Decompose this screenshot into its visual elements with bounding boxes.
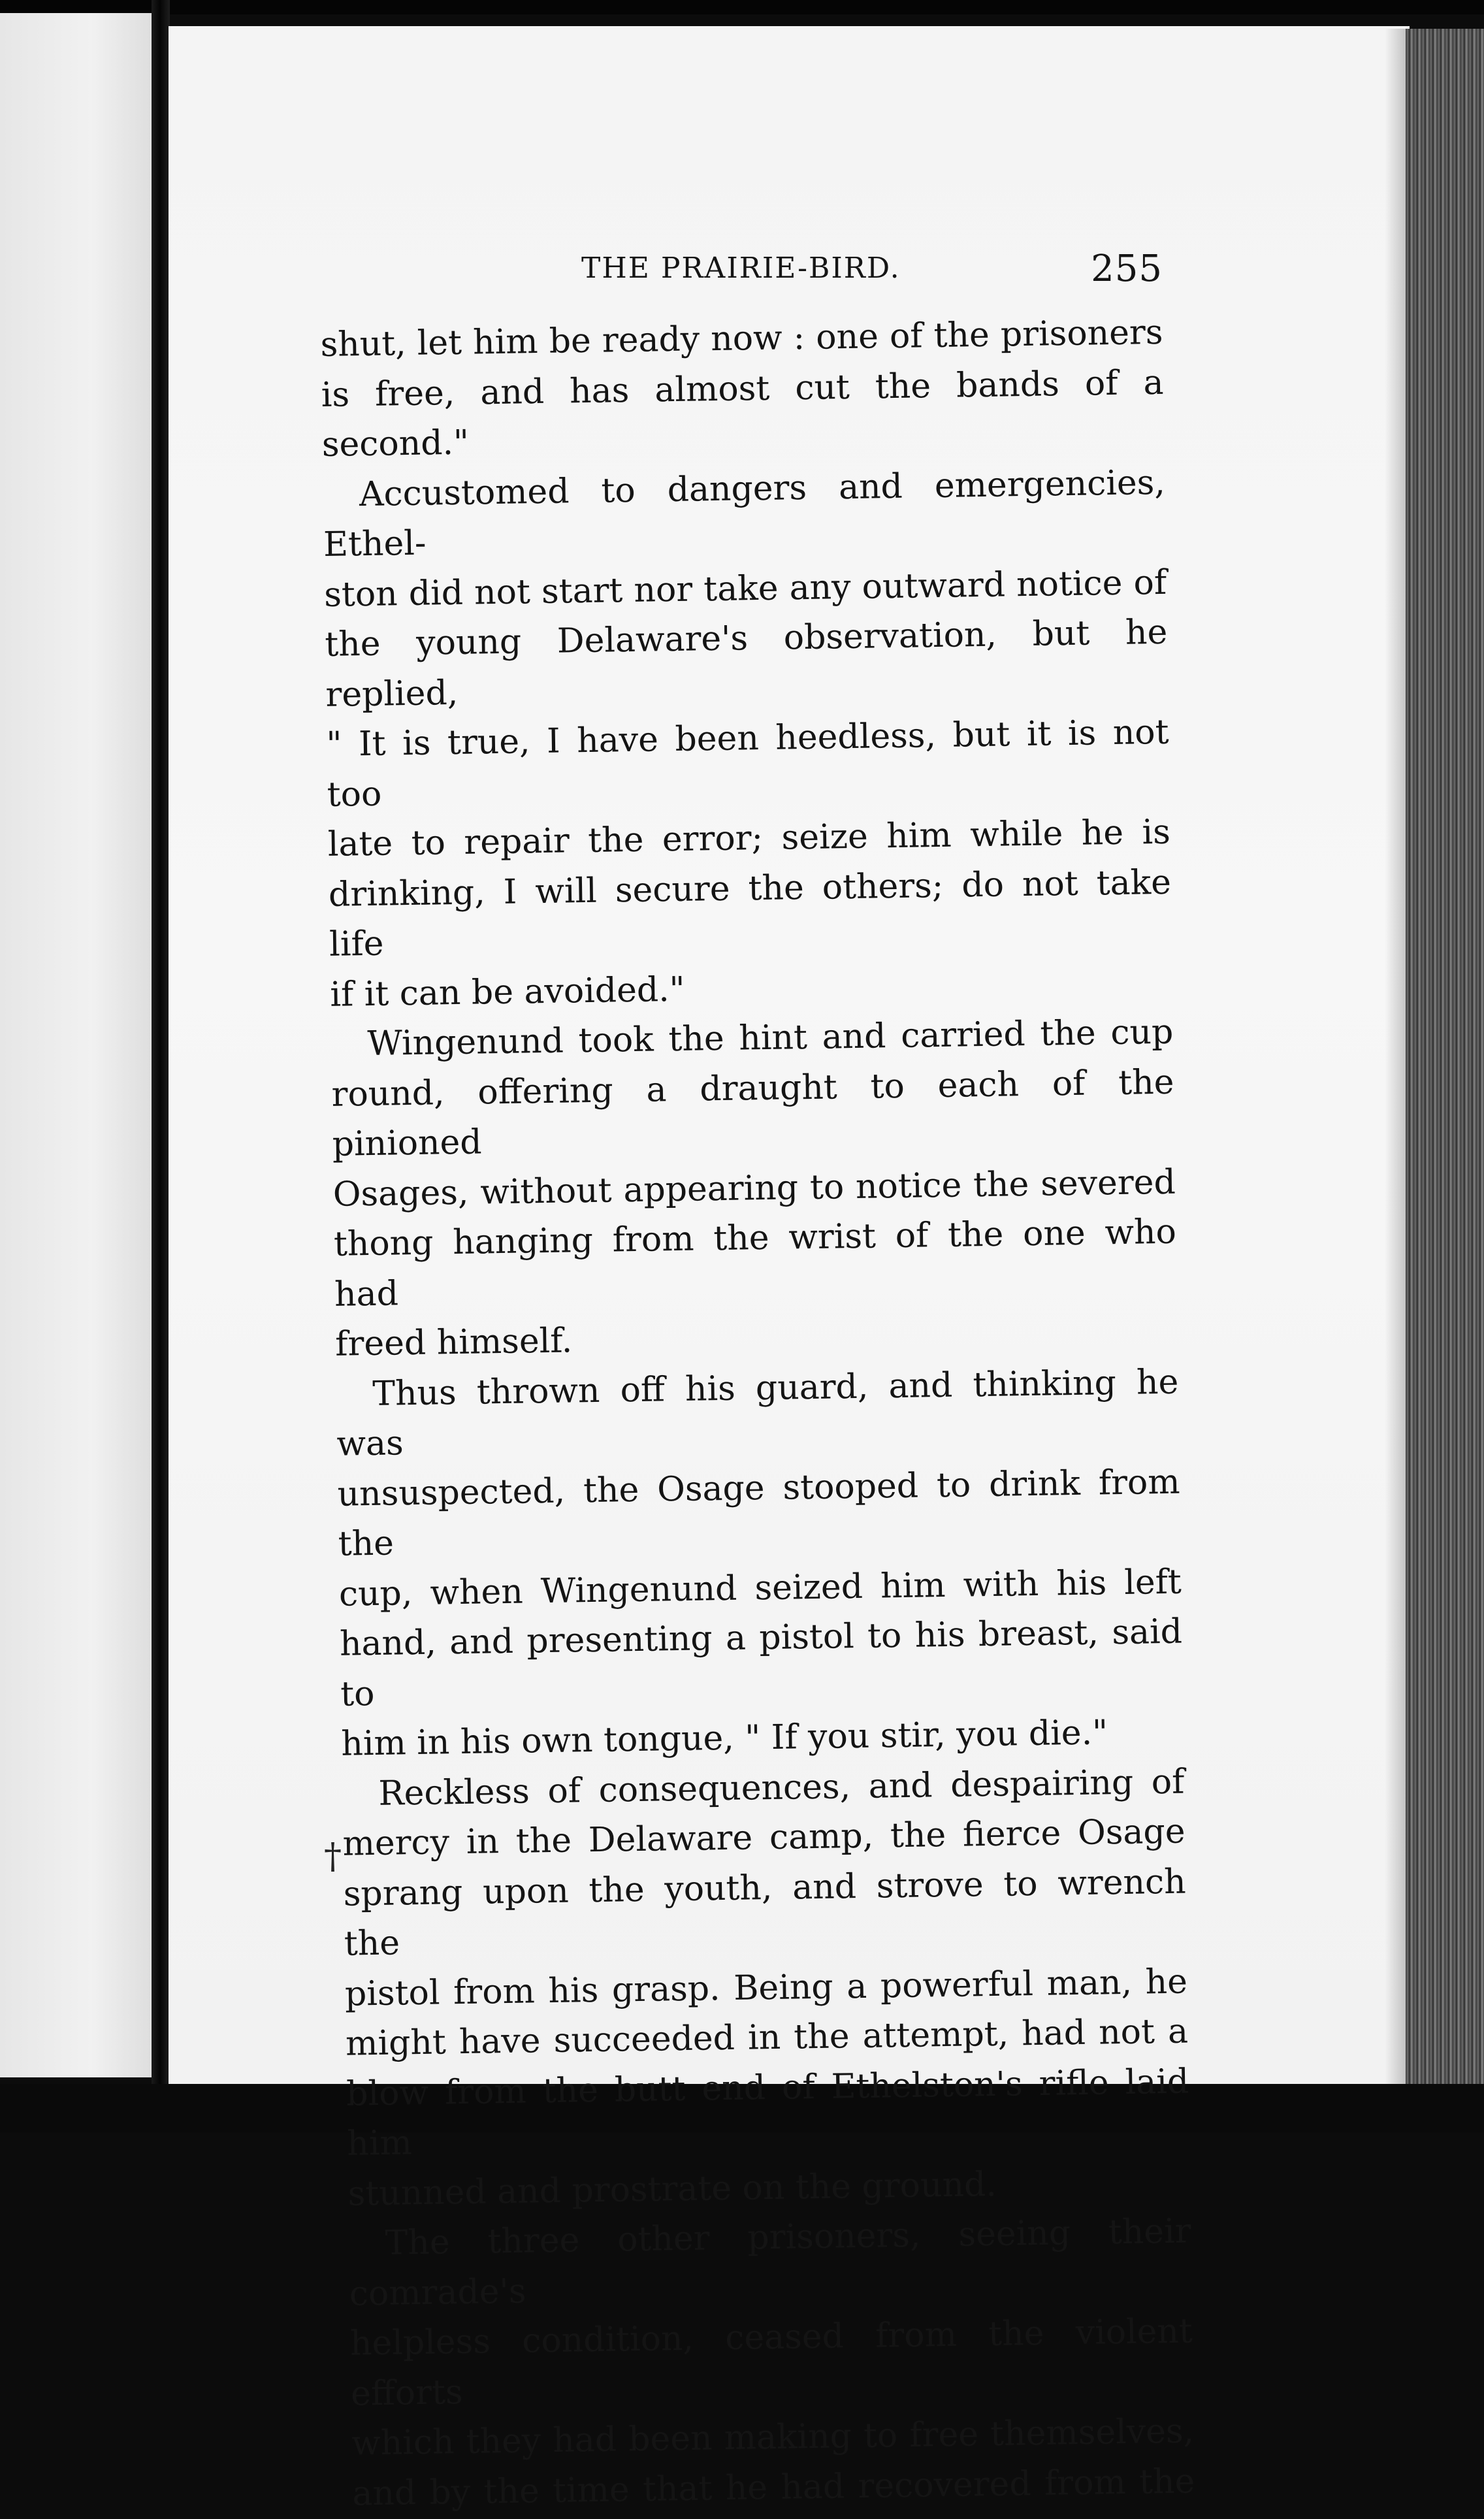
- text-line: stunned and prostrate on the ground.: [347, 2164, 997, 2214]
- paragraph-1: [320, 308, 1165, 470]
- text-line: ston did not start nor take any outward notice of: [323, 562, 1167, 615]
- paragraph-4: [336, 1357, 1184, 1769]
- book-gutter: [152, 0, 170, 2132]
- text-line: thong hanging from the wrist of the one who had: [333, 1212, 1177, 1314]
- text-line: and by the time that he had recovered from the: [351, 2462, 1195, 2514]
- text-line: drinking, I will secure the others; do not take life: [328, 862, 1172, 964]
- text-line: if it can be avoided.": [329, 969, 686, 1015]
- text-line: freed himself.: [334, 1321, 573, 1364]
- text-line: helpless condition, ceased from the violent efforts: [349, 2311, 1193, 2414]
- text-line: " It is true, I have been heedless, but it is not too: [326, 712, 1169, 815]
- text-line: unsuspected, the Osage stooped to drink from the: [337, 1462, 1180, 1564]
- paragraph-5: [342, 1757, 1191, 2219]
- text-line: shut, let him be ready now : one of the prisoners: [320, 312, 1163, 365]
- body-text: [320, 308, 1195, 2519]
- text-line: Wingenund took the hint and carried the cup: [367, 1012, 1174, 1064]
- text-line: round, offering a draught to each of the pinioned: [331, 1062, 1174, 1164]
- text-line: hand, and presenting a pistol to his breast, said to: [339, 1612, 1183, 1714]
- text-line: pistol from his grasp. Being a powerful man, he: [344, 1962, 1188, 2014]
- running-title: THE PRAIRIE-BIRD.: [581, 252, 901, 285]
- text-line: The three other prisoners, seeing their comrade's: [349, 2211, 1191, 2314]
- text-line: Accustomed to dangers and emergencies, Ethel-: [323, 463, 1166, 564]
- text-line: the young Delaware's observation, but he replied,: [324, 612, 1168, 715]
- paragraph-2: [322, 457, 1172, 1020]
- text-line: which they had been making to free themselves,: [351, 2411, 1195, 2463]
- text-line: blow from the butt end of Ethelston's rifle laid him: [346, 2062, 1189, 2164]
- page-number: 255: [1091, 248, 1163, 290]
- text-line: Reckless of consequences, and despairing of: [378, 1762, 1185, 1813]
- text-line: sprang upon the youth, and strove to wrench the: [343, 1862, 1187, 1964]
- paragraph-6: [348, 2207, 1195, 2519]
- text-line: cup, when Wingenund seized him with his left: [338, 1562, 1182, 1614]
- facing-page-edge: [0, 13, 152, 2077]
- text-line: is free, and has almost cut the bands of a second.": [321, 363, 1165, 464]
- text-line: late to repair the error; seize him while he is: [327, 812, 1171, 864]
- running-head: [327, 248, 1163, 297]
- text-line: him in his own tongue, " If you stir, you die.": [340, 1713, 1108, 1764]
- scan-top-border: [0, 0, 1484, 14]
- stacked-page-edges: [1406, 29, 1484, 2093]
- signature-mark: †: [324, 1836, 342, 1877]
- text-line: Osages, without appearing to notice the severed: [332, 1162, 1176, 1214]
- text-line: mercy in the Delaware camp, the fierce Osage: [342, 1812, 1186, 1864]
- text-line: Thus thrown off his guard, and thinking he was: [336, 1362, 1179, 1464]
- paragraph-3: [331, 1007, 1178, 1370]
- text-line: might have succeeded in the attempt, had not a: [345, 2011, 1189, 2064]
